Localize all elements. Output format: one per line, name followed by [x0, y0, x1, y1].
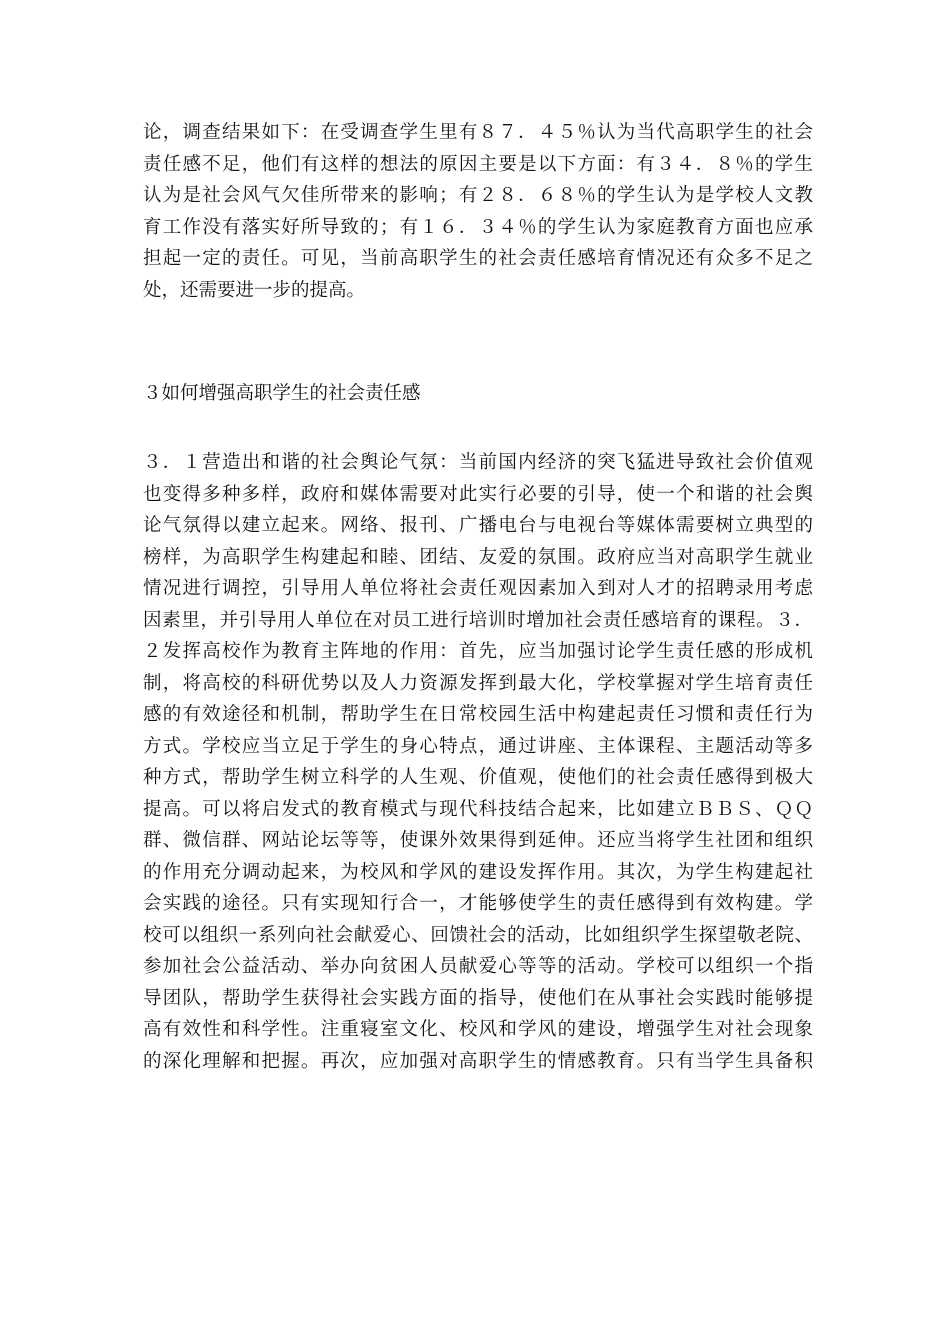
paragraph-line: 情况进行调控，引导用人单位将社会责任观因素加入到对人才的招聘录用考虑: [143, 578, 813, 599]
paragraph-line: 因素里，并引导用人单位在对员工进行培训时增加社会责任感培育的课程。３．: [143, 609, 813, 631]
paragraph-line: 会实践的途径。只有实现知行合一，才能够使学生的责任感得到有效构建。学: [143, 893, 813, 914]
paragraph-line: 群、微信群、网站论坛等等，使课外效果得到延伸。还应当将学生社团和组织: [143, 830, 813, 851]
paragraph-measures: [143, 447, 813, 1077]
section-heading-text: ３如何增强高职学生的社会责任感: [143, 383, 421, 404]
section-heading: [143, 378, 813, 410]
paragraph-line: 感的有效途径和机制，帮助学生在日常校园生活中构建起责任习惯和责任行为: [143, 704, 813, 725]
paragraph-line: 种方式，帮助学生树立科学的人生观、价值观，使他们的社会责任感得到极大: [143, 767, 813, 788]
paragraph-line: 担起一定的责任。可见，当前高职学生的社会责任感培育情况还有众多不足之: [143, 248, 813, 269]
paragraph-line: 认为是社会风气欠佳所带来的影响；有２８．６８％的学生认为是学校人文教: [143, 185, 813, 206]
paragraph-line: 责任感不足，他们有这样的想法的原因主要是以下方面：有３４．８％的学生: [143, 153, 813, 175]
paragraph-line: 提高。可以将启发式的教育模式与现代科技结合起来，比如建立ＢＢＳ、ＱＱ: [143, 798, 813, 820]
paragraph-line: ３．１营造出和谐的社会舆论气氛：当前国内经济的突飞猛进导致社会价值观: [143, 452, 813, 473]
paragraph-line: 论气氛得以建立起来。网络、报刊、广播电台与电视台等媒体需要树立典型的: [143, 515, 813, 536]
paragraph-line: 制，将高校的科研优势以及人力资源发挥到最大化，学校掌握对学生培育责任: [143, 672, 813, 694]
paragraph-line: 处，还需要进一步的提高。: [143, 279, 366, 301]
paragraph-line: 参加社会公益活动、举办向贫困人员献爱心等等的活动。学校可以组织一个指: [143, 956, 813, 977]
paragraph-line: 的深化理解和把握。再次，应加强对高职学生的情感教育。只有当学生具备积: [143, 1050, 813, 1072]
paragraph-line: 的作用充分调动起来，为校风和学风的建设发挥作用。其次，为学生构建起社: [143, 861, 813, 883]
paragraph-line: 榜样，为高职学生构建起和睦、团结、友爱的氛围。政府应当对高职学生就业: [143, 546, 813, 568]
paragraph-line: 方式。学校应当立足于学生的身心特点，通过讲座、主体课程、主题活动等多: [143, 735, 813, 757]
paragraph-line: ２发挥高校作为教育主阵地的作用：首先，应当加强讨论学生责任感的形成机: [143, 641, 813, 662]
paragraph-line: 育工作没有落实好所导致的；有１６．３４％的学生认为家庭教育方面也应承: [143, 216, 813, 238]
paragraph-line: 导团队，帮助学生获得社会实践方面的指导，使他们在从事社会实践时能够提: [143, 987, 813, 1009]
paragraph-line: 也变得多种多样，政府和媒体需要对此实行必要的引导，使一个和谐的社会舆: [143, 483, 813, 505]
paragraph-line: 校可以组织一系列向社会献爱心、回馈社会的活动，比如组织学生探望敬老院、: [143, 924, 813, 946]
paragraph-survey-results: [143, 117, 813, 306]
paragraph-line: 论，调查结果如下：在受调查学生里有８７．４５％认为当代高职学生的社会: [143, 122, 813, 143]
paragraph-line: 高有效性和科学性。注重寝室文化、校风和学风的建设，增强学生对社会现象: [143, 1019, 813, 1040]
